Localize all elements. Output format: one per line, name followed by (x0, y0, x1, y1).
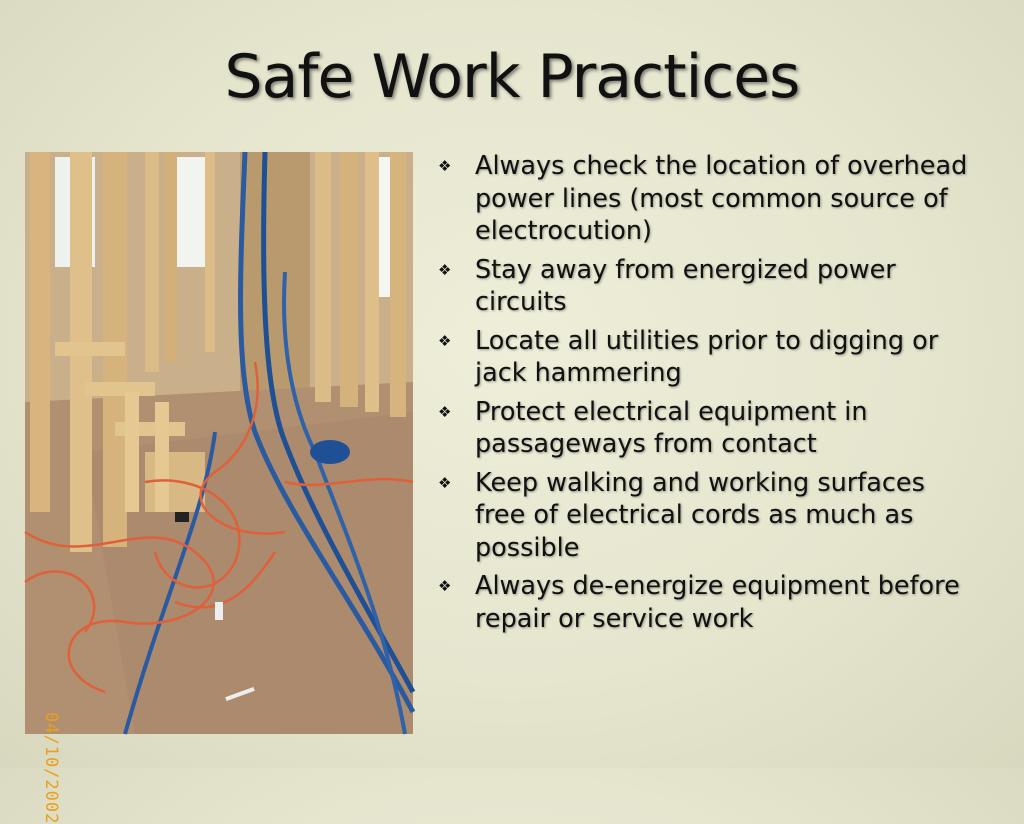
bullet-text: Protect electrical equipment in passageways from contact (475, 396, 868, 459)
bullet-item (438, 396, 983, 461)
bullet-text: Keep walking and working surfaces free of electrical cords as much as possible (475, 467, 925, 563)
bullet-text: Always check the location of overhead power lines (most common source of electrocution) (475, 151, 968, 246)
diamond-bullet-icon: ❖ (438, 402, 452, 421)
diamond-bullet-icon: ❖ (438, 473, 452, 492)
bullet-text: Locate all utilities prior to digging or jack hammering (475, 325, 939, 388)
bullet-text: Stay away from energized power circuits (475, 254, 896, 317)
slide-title: Safe Work Practices (224, 42, 800, 112)
bullet-item (438, 467, 983, 565)
construction-site-photo (25, 152, 413, 824)
diamond-bullet-icon: ❖ (438, 260, 452, 279)
bullet-text: Always de-energize equipment before repair or service work (475, 571, 960, 634)
bullet-item (438, 254, 983, 319)
diamond-bullet-icon: ❖ (438, 157, 452, 175)
bullet-item (438, 325, 983, 390)
diamond-bullet-icon: ❖ (438, 577, 452, 595)
diamond-bullet-icon: ❖ (438, 331, 452, 350)
bullet-list (438, 150, 983, 641)
bullet-item (438, 570, 983, 635)
bullet-item (438, 150, 983, 248)
photo-date-stamp: 04/10/2002 (41, 712, 61, 824)
